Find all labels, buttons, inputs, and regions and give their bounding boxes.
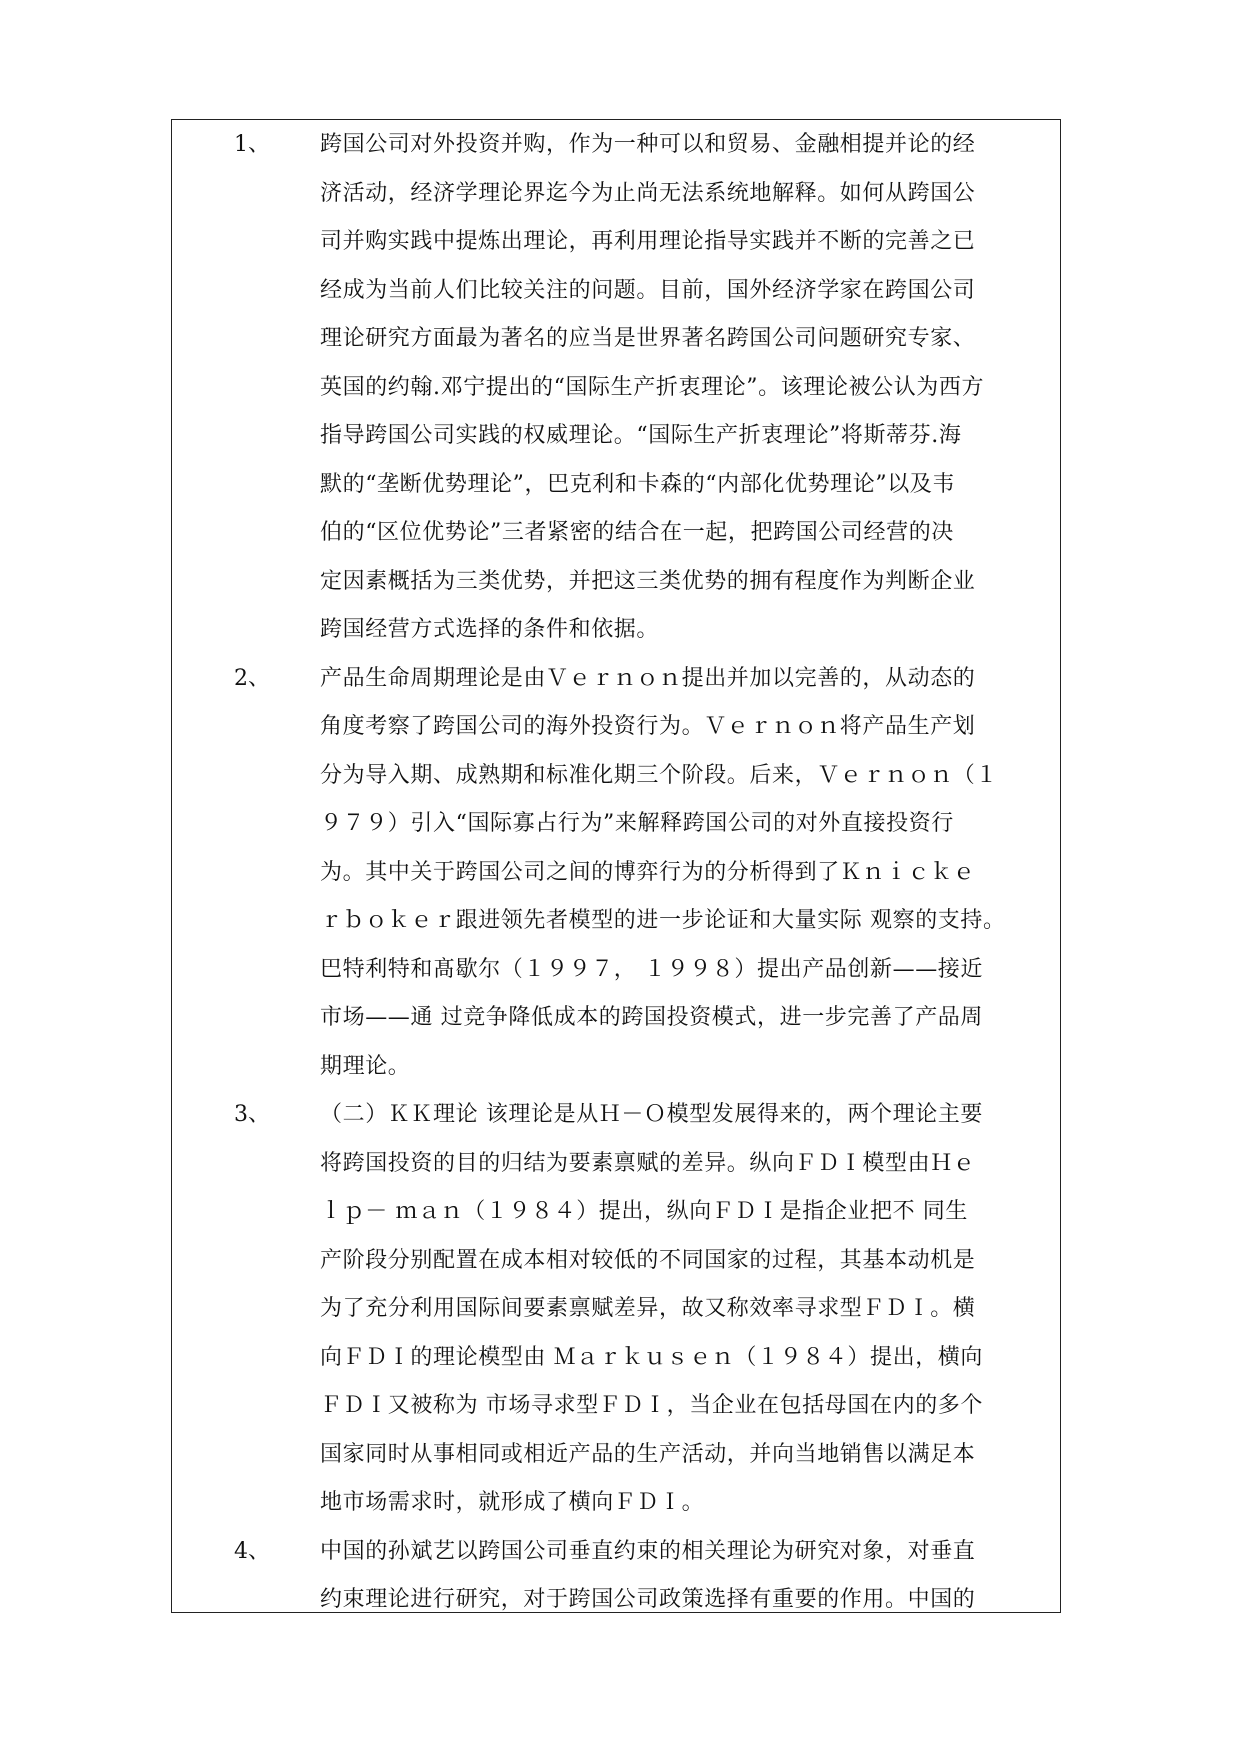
item-number: 2、 (234, 665, 270, 691)
item-number: 3、 (234, 1102, 270, 1127)
paragraph-line: 跨国经营方式选择的条件和依据。 (320, 617, 660, 642)
paragraph-line: ＦＤＩ又被称为 市场寻求型ＦＤＩ，当企业在包括母国在内的多个 (320, 1393, 983, 1418)
paragraph-line: 地市场需求时，就形成了横向ＦＤＩ。 (320, 1490, 705, 1515)
list-item (172, 1091, 1060, 1528)
paragraph-line: 中国的孙斌艺以跨国公司垂直约束的相关理论为研究对象，对垂直 (320, 1538, 976, 1564)
paragraph-line: 济活动，经济学理论界迄今为止尚无法系统地解释。如何从跨国公 (320, 180, 976, 206)
paragraph-line: 默的“垄断优势理论”，巴克利和卡森的“内部化优势理论”以及韦 (320, 471, 955, 497)
paragraph-line: 国家同时从事相同或相近产品的生产活动，并向当地销售以满足本 (320, 1441, 976, 1467)
paragraph-line: （二）ＫＫ理论 该理论是从Ｈ－Ｏ模型发展得来的，两个理论主要 (320, 1102, 983, 1127)
paragraph-line: 市场——通 过竞争降低成本的跨国投资模式，进一步完善了产品周 (320, 1005, 983, 1030)
paragraph-line: 约束理论进行研究，对于跨国公司政策选择有重要的作用。中国的 (320, 1587, 976, 1612)
paragraph-line: 向ＦＤＩ的理论模型由 Ｍａｒｋｕｓｅｎ（１９８４）提出，横向 (320, 1344, 983, 1370)
paragraph-line: 角度考察了跨国公司的海外投资行为。Ｖｅｒｎｏｎ将产品生产划 (320, 714, 976, 739)
paragraph-line: 为。其中关于跨国公司之间的博弈行为的分析得到了Ｋｎｉｃｋｅ (320, 859, 976, 885)
paragraph-line: 巴特利特和髙歇尔（１９９７， １９９８）提出产品创新——接近 (320, 956, 983, 982)
paragraph-line: 分为导入期、成熟期和标准化期三个阶段。后来，Ｖｅｒｎｏｎ（１ (320, 762, 999, 788)
item-number: 4、 (234, 1538, 270, 1564)
paragraph-line: 理论研究方面最为著名的应当是世界著名跨国公司问题研究专家、 (320, 326, 976, 351)
document-table-frame (171, 119, 1061, 1613)
paragraph-line: 产阶段分别配置在成本相对较低的不同国家的过程，其基本动机是 (320, 1247, 976, 1273)
item-number: 1、 (234, 132, 270, 157)
list-item (172, 655, 1060, 1092)
paragraph-line: 产品生命周期理论是由Ｖｅｒｎｏｎ提出并加以完善的，从动态的 (320, 665, 976, 691)
paragraph-line: 将跨国投资的目的归结为要素禀赋的差异。纵向ＦＤＩ模型由Ｈｅ (320, 1150, 976, 1176)
paragraph-line: 为了充分利用国际间要素禀赋差异，故又称效率寻求型ＦＤＩ。横 (320, 1296, 976, 1321)
paragraph-line: 指导跨国公司实践的权威理论。“国际生产折衷理论”将斯蒂芬.海 (320, 423, 962, 448)
paragraph-line: ９７９）引入“国际寡占行为”来解释跨国公司的对外直接投资行 (320, 811, 954, 836)
paragraph-line: 英国的约翰.邓宁提出的“国际生产折衷理论”。该理论被公认为西方 (320, 374, 985, 400)
paragraph-line: 司并购实践中提炼出理论，再利用理论指导实践并不断的完善之已 (320, 229, 976, 254)
paragraph-line: ｌｐ－ ｍａｎ（１９８４）提出，纵向ＦＤＩ是指企业把不 同生 (320, 1199, 968, 1224)
paragraph-line: 跨国公司对外投资并购，作为一种可以和贸易、金融相提并论的经 (320, 132, 976, 157)
paragraph-line: 定因素概括为三类优势，并把这三类优势的拥有程度作为判断企业 (320, 568, 976, 594)
paragraph-line: 伯的“区位优势论”三者紧密的结合在一起，把跨国公司经营的决 (320, 520, 954, 545)
paragraph-line: ｒｂｏｋｅｒ跟进领先者模型的进一步论证和大量实际 观察的支持。 (320, 908, 1006, 933)
list-item (172, 121, 1060, 655)
paragraph-line: 经成为当前人们比较关注的问题。目前，国外经济学家在跨国公司 (320, 277, 976, 303)
paragraph-line: 期理论。 (320, 1053, 411, 1079)
list-item (172, 1528, 1060, 1625)
